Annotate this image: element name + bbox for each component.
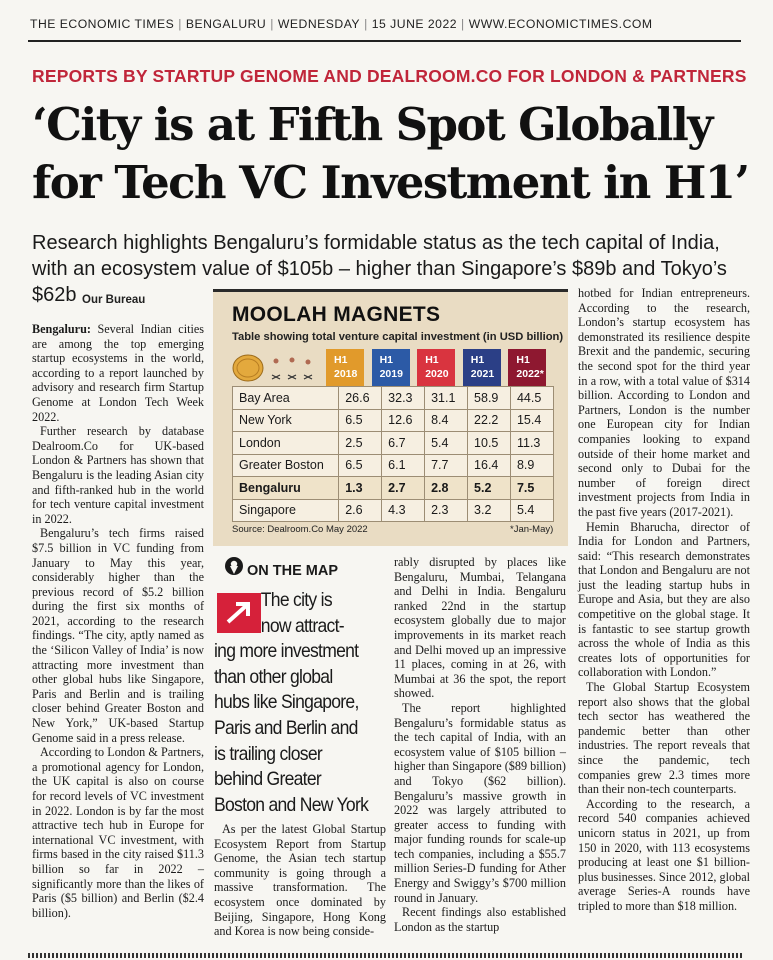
table-value-cell: 6.5 [339,454,382,477]
masthead-date: 15 JUNE 2022 [371,17,458,31]
table-year-header [326,349,364,386]
table-source: Source: Dealroom.Co May 2022 [232,524,368,535]
table-row [233,432,554,455]
headline-line-2: for Tech VC Investment in H1’ [32,156,749,209]
table-subtitle: Table showing total venture capital investment (in USD billion) [232,331,564,343]
year-header-year: 2021 [470,368,495,380]
table-city-cell: Singapore [233,499,339,522]
table-value-cell: 12.6 [382,409,425,432]
vc-table [232,386,554,522]
table-value-cell: 22.2 [468,409,511,432]
paragraph: Bengaluru’s tech firms raised $7.5 billion in VC funding from January to May this year, considerably higher than the previous record of $5.2 billion during the first six months of 2021, according to the research findings. “The city, aptly named as the ‘Silicon Valley of India’ is now attracting more investment than other global hubs like Singapore, Paris and Berlin and is trailing closer behind Greater Boston and New York,” UK-based Startup Genome said in a press release. [32,526,204,745]
paragraph: According to London & Partners, a promotional agency for London, the UK capital is also on course for record levels of VC investment in 2022. London is by far the most attractive tech hub in Europe for international VC investment, with firms based in the city raised $11.3 billion so far in 2022 – significantly more than the likes of Paris ($5 billion) and Berlin ($2.4 billion). [32,745,204,920]
table-value-cell: 2.3 [425,499,468,522]
table-value-cell: 1.3 [339,477,382,500]
article-column-2 [214,822,386,939]
table-value-cell: 16.4 [468,454,511,477]
table-city-cell: Bay Area [233,387,339,410]
table-value-cell: 6.7 [382,432,425,455]
table-value-cell: 15.4 [510,409,553,432]
dateline: Bengaluru: [32,322,91,336]
table-value-cell: 5.2 [468,477,511,500]
table-value-cell: 4.3 [382,499,425,522]
masthead-day: WEDNESDAY [277,17,361,31]
table-value-cell: 6.1 [382,454,425,477]
kicker: REPORTS BY STARTUP GENOME AND DEALROOM.CO FOR LONDON & PARTNERS [32,66,747,86]
year-header-year: 2020 [425,368,449,380]
paragraph [32,322,204,424]
paragraph: Recent findings also established London as the startup [394,905,566,934]
table-city-cell: London [233,432,339,455]
pull-quote-rest: ing more investment than other global hubs like Singapore, Paris and Berlin and is trailing closer behind Greater Boston and New York [214,640,369,816]
year-header-half: H1 [470,354,485,366]
table-row [233,409,554,432]
pull-quote-line-1: The city is [260,589,332,611]
table-row [233,454,554,477]
pull-quote-line-2: now attract- [260,614,344,637]
paragraph: rably disrupted by places like Bengaluru, Mumbai, Telangana and Delhi in India. Bengaluru ranked 22nd in the startup ecosystem globally due to major improvements in its market reach and Delhi moved up an impressive 11 places, coming in at 26, with Mumbai at 36 the spot, the report showed. [394,555,566,701]
paragraph: The report highlighted Bengaluru’s formidable status as the tech capital of India, with an ecosystem value of $105 billion – higher than Singapore ($89 billion) and Tokyo ($62 billion). Bengaluru’s massive growth in 2022 was largely attributed to greater access to funding with major funding rounds for scale-up tech companies, including a $55.7 million Series-D funding for Ather Energy and Swiggy’s $700 million round in January. [394,700,566,905]
on-the-map-label: ON THE MAP [247,563,339,579]
table-year-header [463,349,501,386]
year-header-year: 2018 [334,368,358,380]
table-value-cell: 2.5 [339,432,382,455]
article-column-1 [32,322,204,920]
table-city-cell: Bengaluru [233,477,339,500]
table-row [233,499,554,522]
coins-illustration-icon [232,351,324,385]
table-value-cell: 6.5 [339,409,382,432]
year-header-half: H1 [425,354,439,366]
pull-quote [214,588,369,818]
masthead-paper: THE ECONOMIC TIMES [30,17,175,31]
table-row [233,387,554,410]
table-value-cell: 5.4 [425,432,468,455]
barcode-rule [28,953,742,958]
table-value-cell: 8.9 [510,454,553,477]
table-value-cell: 10.5 [468,432,511,455]
table-value-cell: 26.6 [339,387,382,410]
table-value-cell: 2.8 [425,477,468,500]
table-year-header [508,349,546,386]
table-note: *Jan-May) [510,524,554,535]
masthead-site: WWW.ECONOMICTIMES.COM [468,17,653,31]
table-value-cell: 31.1 [425,387,468,410]
paragraph: Further research by database Dealroom.Co for UK-based London & Partners has shown that Bengaluru is the leading Asian city and fifth-ranked hub in the world for tech venture capital investment in 2022. [32,424,204,526]
paragraph: The Global Startup Ecosystem report also shows that the global tech sector has weathered the pandemic better than other industries. The report reveals that since the pandemic, tech companies grew 2.3 times more than their non-tech counterparts. [578,680,750,797]
table-year-header [417,349,455,386]
masthead-city: BENGALURU [185,17,267,31]
map-pin-icon [224,556,244,576]
headline-line-1: ‘City is at Fifth Spot Globally [32,98,712,151]
masthead: THE ECONOMIC TIMES | BENGALURU | WEDNESDAY | 15 JUNE 2022 | WWW.ECONOMICTIMES.COM [30,17,653,31]
year-header-year: 2022* [516,368,544,380]
paragraph-text: Several Indian cities are among the top emerging startup ecosystems in the world, according to a report launched by advisory and research firm Startup Genome at London Tech Week 2022. [32,322,204,424]
table-value-cell: 5.4 [510,499,553,522]
year-header-half: H1 [516,354,530,366]
table-value-cell: 7.5 [510,477,553,500]
article-column-4 [578,286,750,914]
table-value-cell: 7.7 [425,454,468,477]
table-year-header [372,349,410,386]
table-value-cell: 58.9 [468,387,511,410]
article-column-3 [394,555,566,934]
table-value-cell: 3.2 [468,499,511,522]
table-value-cell: 8.4 [425,409,468,432]
year-header-year: 2019 [379,368,403,380]
table-value-cell: 32.3 [382,387,425,410]
deck: Research highlights Bengaluru’s formidable status as the tech capital of India, with an ecosystem value of $105b – higher than Singapore’s $89b and Tokyo’s $62b [32,232,727,306]
paragraph: Hemin Bharucha, director of India for London and Partners, said: “This research demonstrates that London and Bengaluru are not just the leading startup hubs in Europe and Asia, but they are also competitive on the global stage. It is fantastic to see startup growth across the whole of India as this creates lots of opportunities for collaboration with London.” [578,519,750,680]
table-value-cell: 11.3 [510,432,553,455]
table-row [233,477,554,500]
paragraph: As per the latest Global Startup Ecosystem Report from Startup Genome, the Asian tech startup community is going through a massive transformation. The ecosystem once dominated by Beijing, Singapore, Hong Kong and Korea is now being conside- [214,822,386,939]
table-title: MOOLAH MAGNETS [232,303,441,326]
paragraph: hotbed for Indian entrepreneurs. According to the research, London’s startup ecosystem has demonstrated its resilience despite Brexit and the pandemic, securing the second spot for the third year in a row, with a total value of $314 billion. According to London and Partners, London is the number one European city for Indian companies looking to expand outside of their home market and second only to Dubai for the number of foreign direct investment projects from India in the past five years (2017-2021). [578,286,750,519]
table-value-cell: 2.6 [339,499,382,522]
table-city-cell: Greater Boston [233,454,339,477]
table-value-cell: 2.7 [382,477,425,500]
year-header-half: H1 [334,354,348,366]
masthead-rule [28,40,741,42]
year-header-half: H1 [379,354,394,366]
table-value-cell: 44.5 [510,387,553,410]
headline [32,96,752,212]
byline: Our Bureau [82,294,146,306]
paragraph: According to the research, a record 540 companies achieved unicorn status in 2021, up from 150 in 2020, with 113 ecosystems producing at least one $1 billion-plus businesses. Since 2012, global average Series-A rounds have tripled to more than $18 million. [578,796,750,913]
table-city-cell: New York [233,409,339,432]
